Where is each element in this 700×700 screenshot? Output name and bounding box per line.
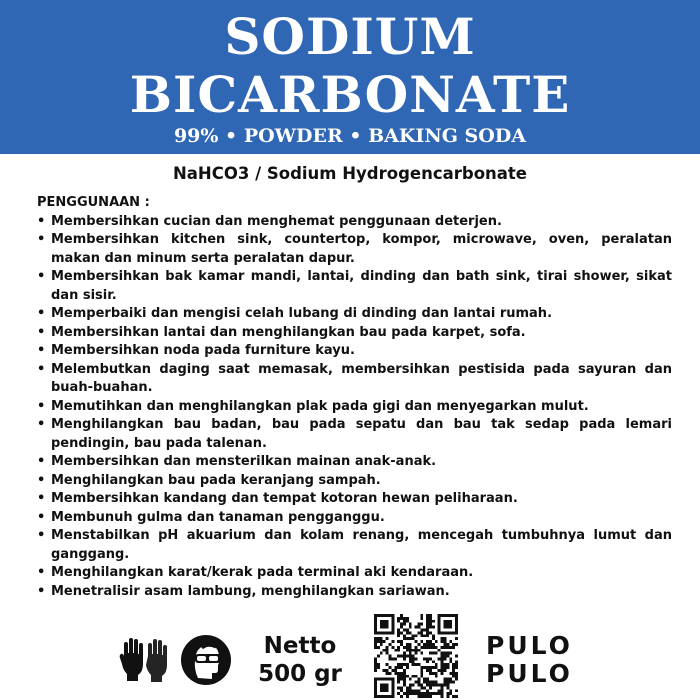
usage-item: • Membersihkan kitchen sink, countertop, kompor, microwave, oven, peralatan makan dan minum serta peralatan dapur. <box>37 231 672 268</box>
usage-item: • Membersihkan cucian dan menghemat penggunaan deterjen. <box>37 213 672 232</box>
usage-item: • Membersihkan bak kamar mandi, lantai, dinding dan bath sink, tirai shower, sikat dan sisir. <box>37 268 672 305</box>
usage-item: • Memutihkan dan menghilangkan plak pada gigi dan menyegarkan mulut. <box>37 398 672 417</box>
net-weight-label: Netto <box>263 633 337 659</box>
usage-item: • Membersihkan dan mensterilkan mainan anak-anak. <box>37 453 672 472</box>
usage-item: • Menghilangkan bau pada keranjang sampah. <box>37 472 672 491</box>
brand-line-2: PULO <box>486 659 573 688</box>
usage-item: • Menghilangkan karat/kerak pada terminal aki kendaraan. <box>37 564 672 583</box>
usage-item: • Menetralisir asam lambung, menghilangkan sariawan. <box>37 583 672 602</box>
usage-list <box>37 213 672 602</box>
safety-goggles-icon <box>180 634 232 686</box>
usage-section <box>37 194 672 601</box>
product-title-line-2: BICARBONATE <box>129 65 571 124</box>
usage-item: • Membersihkan noda pada furniture kayu. <box>37 342 672 361</box>
usage-item: • Menghilangkan bau badan, bau pada sepatu dan bau tak sedap pada lemari pendingin, bau pada talenan. <box>37 416 672 453</box>
usage-item: • Menstabilkan pH akuarium dan kolam renang, mencegah tumbuhnya lumut dan ganggang. <box>37 527 672 564</box>
product-subtitle: 99% • POWDER • BAKING SODA <box>173 125 527 147</box>
net-weight-value: 500 gr <box>258 661 342 687</box>
usage-item: • Membunuh gulma dan tanaman pengganggu. <box>37 509 672 528</box>
brand-logo <box>486 632 573 688</box>
usage-item: • Membersihkan lantai dan menghilangkan bau pada karpet, sofa. <box>37 324 672 343</box>
gloves-icon <box>118 634 170 686</box>
usage-heading: PENGGUNAAN : <box>37 195 150 210</box>
chemical-formula: NaHCO3 / Sodium Hydrogencarbonate <box>172 164 527 183</box>
qr-code-icon <box>374 614 458 698</box>
net-weight <box>245 632 355 688</box>
brand-line-1: PULO <box>486 631 573 660</box>
product-title-line-1: SODIUM <box>224 7 476 66</box>
usage-item: • Melembutkan daging saat memasak, membersihkan pestisida pada sayuran dan buah-buahan. <box>37 361 672 398</box>
footer <box>0 610 700 700</box>
title-banner <box>0 0 700 154</box>
usage-item: • Membersihkan kandang dan tempat kotoran hewan peliharaan. <box>37 490 672 509</box>
usage-item: • Memperbaiki dan mengisi celah lubang di dinding dan lantai rumah. <box>37 305 672 324</box>
